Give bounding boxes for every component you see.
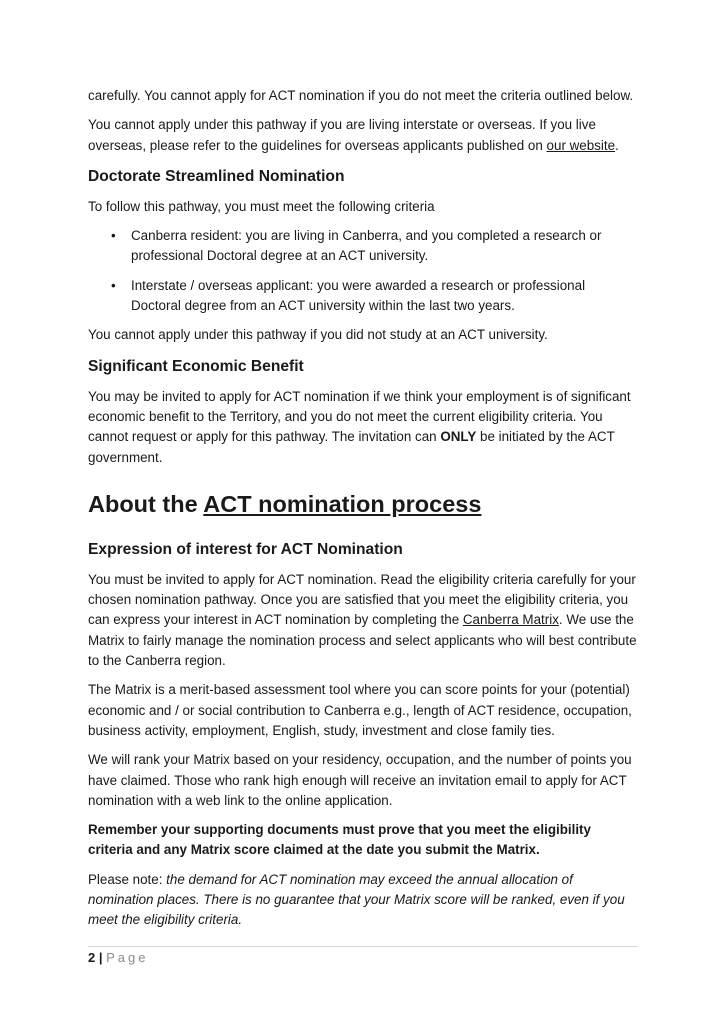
eoi-paragraph-3: We will rank your Matrix based on your residency, occupation, and the number of points you have claimed. Those who rank high enough will receive an invitation email to apply for ACT nomination with a web link to the online application. xyxy=(88,752,632,808)
intro-paragraph-1: carefully. You cannot apply for ACT nomination if you do not meet the criteria outlined below. xyxy=(88,88,634,103)
eoi-p1-a: You must be invited to apply for ACT nomination. Read the eligibility criteria carefully for your chosen nomination pathway. Once you are satisfied that you meet the eligibility criteria, you can express your interest in ACT nomination by completing the xyxy=(88,571,636,628)
page-word: Page xyxy=(106,950,149,965)
list-item-text: Canberra resident: you are living in Canberra, and you completed a research or professional Doctoral degree at an ACT university. xyxy=(131,228,602,264)
our-website-link[interactable]: our website xyxy=(546,137,616,153)
doctorate-criteria-list xyxy=(88,226,638,316)
doctorate-after-text: You cannot apply under this pathway if you did not study at an ACT university. xyxy=(88,327,548,343)
intro-paragraph-2 xyxy=(88,115,638,156)
doctorate-lead: To follow this pathway, you must meet the following criteria xyxy=(88,198,435,214)
list-item-text: Interstate / overseas applicant: you were awarded a research or professional Doctoral degree from an ACT university within the last two years. xyxy=(131,277,586,314)
eoi-heading: Expression of interest for ACT Nomination xyxy=(88,540,403,558)
act-nomination-process-link[interactable]: ACT nomination process xyxy=(203,490,482,517)
bullet-icon: • xyxy=(111,277,116,293)
eoi-p5-italic: the demand for ACT nomination may exceed the annual allocation of nomination places. There is no guarantee that your Matrix score will be ranked, even if you meet the eligibility criteria. xyxy=(88,871,625,928)
economic-text-b: be initiated by the ACT government. xyxy=(88,429,615,465)
document-page xyxy=(88,86,638,940)
canberra-matrix-link[interactable]: Canberra Matrix xyxy=(462,612,559,628)
eoi-paragraph-5 xyxy=(88,870,638,931)
footer-divider xyxy=(88,946,638,947)
eoi-paragraph-2: The Matrix is a merit-based assessment tool where you can score points for your (potential) economic and / or social contribution to Canberra e.g., length of ACT residence, occupation, business activity, employment, English, study, investment and close family ties. xyxy=(88,682,632,738)
list-item xyxy=(88,276,638,317)
eoi-paragraph-1 xyxy=(88,570,638,671)
eoi-paragraph-4 xyxy=(88,820,638,861)
page-footer xyxy=(88,949,149,967)
process-heading-pre: About the xyxy=(88,490,204,517)
economic-text-a: You may be invited to apply for ACT nomination if we think your employment is of significant economic benefit to the Territory, and you do not meet the current eligibility criteria. You cannot request or apply for this pathway. The invitation can xyxy=(88,388,631,445)
page-number: 2 xyxy=(88,950,96,965)
eoi-p5-a: Please note: xyxy=(88,871,167,887)
doctorate-heading: Doctorate Streamlined Nomination xyxy=(88,167,345,185)
economic-text-bold: ONLY xyxy=(440,429,477,445)
footer-separator: | xyxy=(98,950,103,965)
economic-benefit-heading: Significant Economic Benefit xyxy=(88,357,304,375)
bullet-icon: • xyxy=(111,228,116,244)
economic-benefit-paragraph xyxy=(88,387,638,468)
process-heading xyxy=(88,490,638,518)
intro-paragraph-2-end: . xyxy=(615,137,619,153)
intro-paragraph-2-text: You cannot apply under this pathway if you are living interstate or overseas. If you live overseas, please refer to the guidelines for overseas applicants published on xyxy=(88,117,596,153)
list-item xyxy=(88,226,638,267)
eoi-p1-b: . We use the Matrix to fairly manage the nomination process and select applicants who will best contribute to the Canberra region. xyxy=(88,612,637,669)
eoi-p4-bold: Remember your supporting documents must prove that you meet the eligibility criteria and any Matrix score claimed at the date you submit the Matrix. xyxy=(88,822,591,858)
